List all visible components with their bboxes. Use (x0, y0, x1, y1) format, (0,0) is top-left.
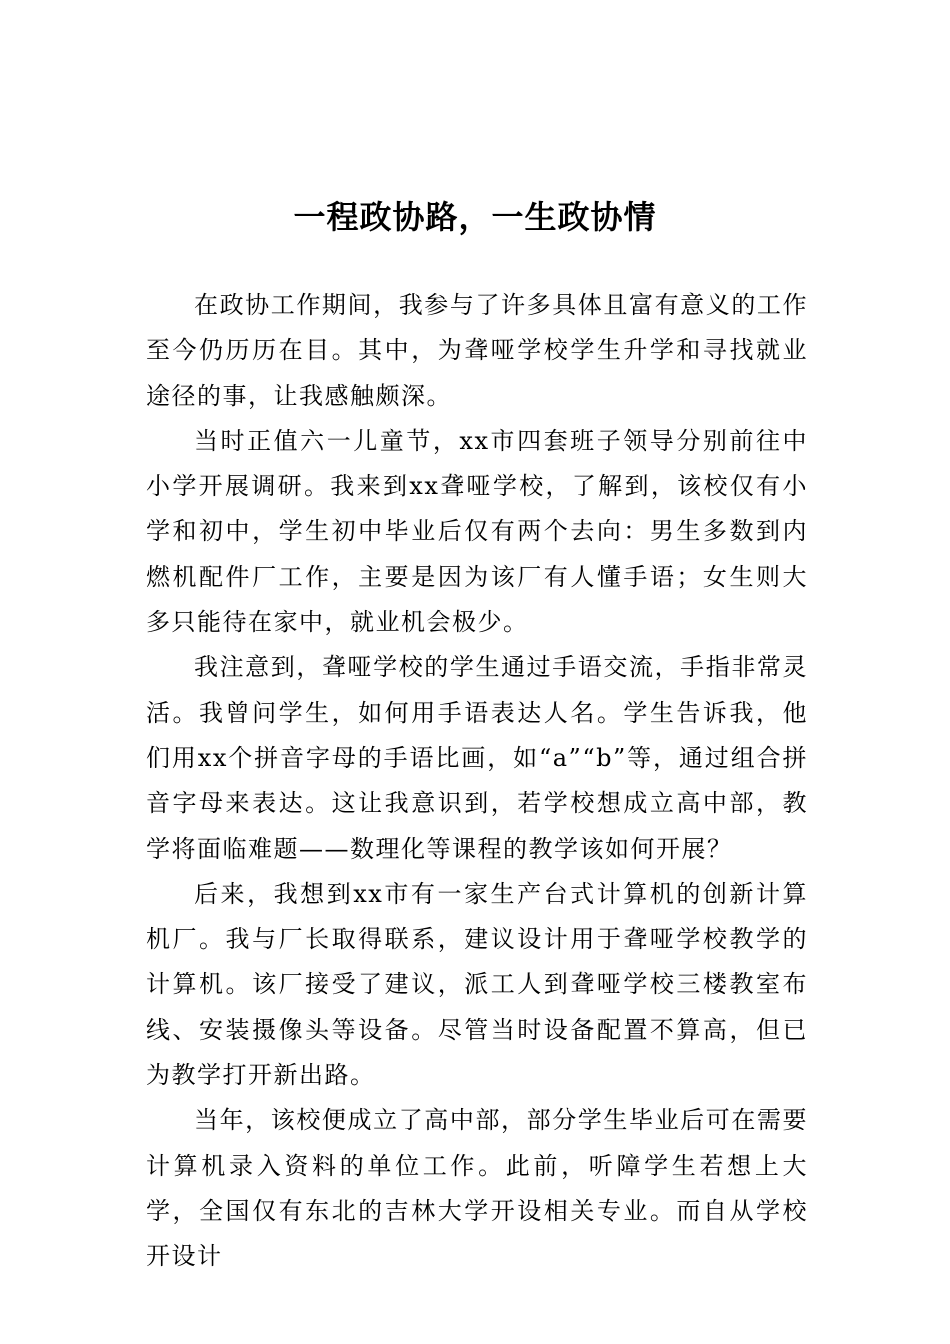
paragraph: 我注意到，聋哑学校的学生通过手语交流，手指非常灵活。我曾问学生，如何用手语表达人名。学生告诉我，他们用xx个拼音字母的手语比画，如“a”“b”等，通过组合拼音字母来表达。这让我意识到，若学校想成立高中部，教学将面临难题——数理化等课程的教学该如何开展？ (146, 653, 808, 863)
page-title: 一程政协路，一生政协情 (293, 198, 657, 237)
document-body (146, 283, 808, 1280)
paragraph: 当时正值六一儿童节，xx市四套班子领导分别前往中小学开展调研。我来到xx聋哑学校，了解到，该校仅有小学和初中，学生初中毕业后仅有两个去向：男生多数到内燃机配件厂工作，主要是因为该厂有人懂手语；女生则大多只能待在家中，就业机会极少。 (146, 426, 808, 637)
paragraph: 后来，我想到xx市有一家生产台式计算机的创新计算机厂。我与厂长取得联系，建议设计用于聋哑学校教学的计算机。该厂接受了建议，派工人到聋哑学校三楼教室布线、安装摄像头等设备。尽管当时设备配置不算高，但已为教学打开新出路。 (146, 879, 808, 1090)
paragraph: 当年，该校便成立了高中部，部分学生毕业后可在需要计算机录入资料的单位工作。此前，听障学生若想上大学，全国仅有东北的吉林大学开设相关专业。而自从学校开设计 (146, 1106, 808, 1271)
paragraph: 在政协工作期间，我参与了许多具体且富有意义的工作至今仍历历在目。其中，为聋哑学校学生升学和寻找就业途径的事，让我感触颇深。 (146, 291, 808, 410)
